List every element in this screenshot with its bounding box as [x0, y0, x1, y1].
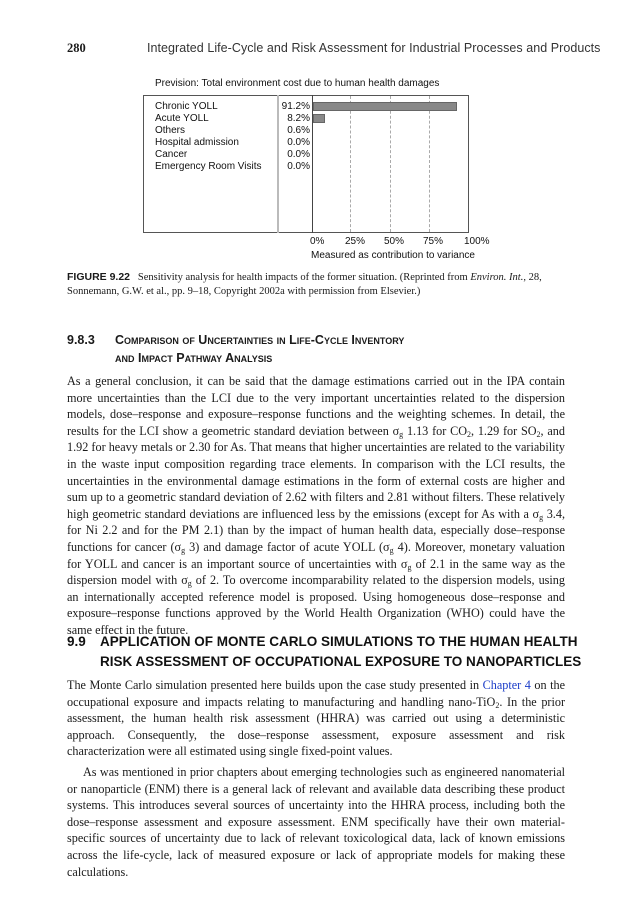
row-value-hospital-admission: 0.0%: [287, 137, 310, 148]
x-axis-label: Measured as contribution to variance: [311, 250, 475, 261]
row-label-cancer: Cancer: [155, 149, 188, 160]
section-title-line-1: APPLICATION OF MONTE CARLO SIMULATIONS TO THE HUMAN HEALTH: [100, 634, 578, 649]
x-tick-25: 25%: [345, 236, 366, 247]
section-title-line-1: Comparison of Uncertainties in Life-Cycle Inventory: [115, 333, 405, 347]
section-number: 9.9: [67, 634, 86, 649]
row-label-others: Others: [155, 125, 186, 136]
chapter-4-link[interactable]: Chapter 4: [482, 678, 531, 692]
x-tick-0: 0%: [310, 236, 325, 247]
row-label-acute-yoll: Acute YOLL: [155, 113, 209, 124]
chart-title: Prevision: Total environment cost due to human health damages: [155, 78, 440, 89]
row-value-acute-yoll: 8.2%: [287, 113, 310, 124]
section-title-line-2: RISK ASSESSMENT OF OCCUPATIONAL EXPOSURE TO NANOPARTICLES: [100, 654, 582, 669]
section-title-line-2: and Impact Pathway Analysis: [115, 351, 273, 365]
row-value-others: 0.6%: [287, 125, 310, 136]
page-number: 280: [67, 41, 86, 55]
figure-label: FIGURE 9.22: [67, 271, 131, 283]
gridline-50: [390, 96, 391, 232]
section-9-9-paragraph-1: [67, 677, 565, 760]
running-head: Integrated Life-Cycle and Risk Assessment for Industrial Processes and Products: [147, 41, 601, 55]
x-tick-100: 100%: [464, 236, 490, 247]
bar-chronic-yoll: [313, 102, 457, 111]
caption-text: Sensitivity analysis for health impacts of the former situation. (Reprinted from: [137, 272, 471, 283]
section-heading-9-8-3: [67, 331, 404, 367]
section-number: 9.8.3: [67, 333, 95, 347]
bar-acute-yoll: [313, 114, 325, 123]
row-value-emergency-room-visits: 0.0%: [287, 161, 310, 172]
figure-caption: [67, 270, 565, 299]
x-tick-50: 50%: [384, 236, 405, 247]
row-value-chronic-yoll: 91.2%: [281, 101, 310, 112]
section-9-9-paragraph-2: As was mentioned in prior chapters about emerging technologies such as engineered nanomaterial or nanoparticle (ENM) there is a general lack of relevant and available data describing these product systems. This introduces several sources of uncertainty into the HHRA process, including both the dose–response assessment and exposure assessment. ENM specifically have their own material-specific sources of uncertainty due to lack of relevant toxicological data, lack of known emissions across the life-cycle, lack of measured exposure or lack of appropriate models for making these calculations.: [67, 765, 565, 879]
x-tick-75: 75%: [423, 236, 444, 247]
gridline-75: [429, 96, 430, 232]
para-text: on the occupational exposure and impacts relating to manufacturing and handling nano-TiO$_2$. In the prior assessment, the human health risk assessment (HHRA) was carried out using a deterministic approach. Consequently, the dose–response assessment, exposure assessment and risk characterization were all estimated using single fixed-point values.: [67, 678, 566, 759]
row-value-cancer: 0.0%: [287, 149, 310, 160]
section-heading-9-9: [67, 632, 581, 672]
row-label-emergency-room-visits: Emergency Room Visits: [155, 161, 262, 172]
caption-text-2: , 28, Sonnemann, G.W. et al., pp. 9–18, Copyright 2002a with permission from Elsevier.): [67, 272, 542, 297]
caption-journal: Environ. Int.: [470, 272, 524, 283]
row-label-chronic-yoll: Chronic YOLL: [155, 101, 218, 112]
row-label-hospital-admission: Hospital admission: [155, 137, 239, 148]
section-9-8-3-paragraph: As a general conclusion, it can be said that the damage estimations carried out in the IPA contain more uncertainties than the LCI due to the very important uncertainties related to the dispersion models, dose–response and exposure–response functions and the weighting schemes. In detail, the results for the LCI show a geometric standard deviation between $\sigma_g$ 1.13 for $CO_2$, 1.29 for $SO_2$, and 1.92 for heavy metals or 2.30 for As. That means that higher uncertainties are related to the variability in the waste input composition regarding trace elements. In comparison with the LCI results, the uncertainties in the environmental damage estimations in the form of external costs are higher and sum up to a geometric standard deviation of 2.62 with filters and 2.81 without filters. These relatively high geometric standard deviations are influenced less by the emissions (except for As with a $\sigma_g$ 3.4, for Ni 2.2 and for the PM 2.1) than by the impact of human health data, especially dose–response functions for cancer ($\sigma_g$ 3) and damage factor of acute YOLL ($\sigma_g$ 4). Moreover, monetary valuation for YOLL and cancer is an important source of uncertainties with $\sigma_g$ of 2.1 in the same way as the dispersion model with $\sigma_g$ of 2. To overcome incomparability related to the dispersion models, using an internationally accepted reference model is proposed. Using homogeneous dose–response and exposure–response functions approved by the World Health Organization (WHO) could have the same effect in the future.: [67, 374, 565, 637]
gridline-25: [350, 96, 351, 232]
para-text: The Monte Carlo simulation presented here builds upon the case study presented in: [67, 678, 483, 692]
